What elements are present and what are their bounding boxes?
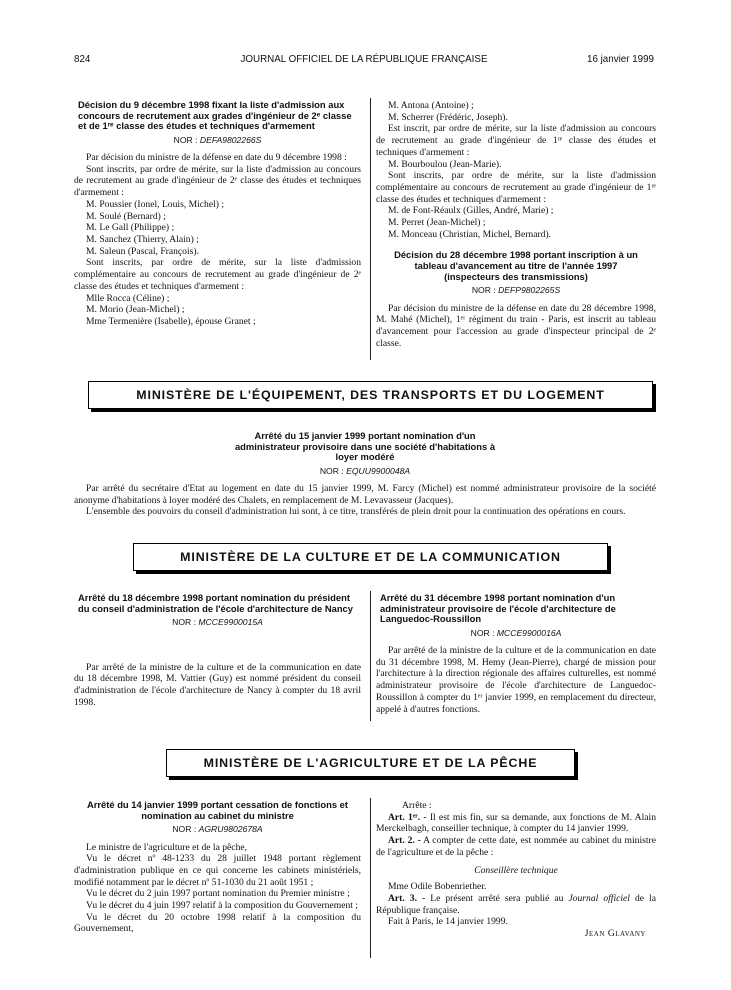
list-item: M. de Font-Réaulx (Gilles, André, Marie) ; <box>388 205 554 217</box>
arrete-1-para1: Par arrêté du secrétaire d'Etat au logement en date du 15 janvier 1999, M. Farcy (Michel) est nommé administrateur provisoire de la société anonyme d'habitations à loyer modéré des Chalets, en remplacement de M. Levavasseur (Jacques). <box>74 483 656 506</box>
list-item: Mlle Rocca (Céline) ; <box>86 292 170 304</box>
arrete-2-nor: NOR : MCCE9900015A <box>172 617 263 628</box>
list-item: M. Le Gall (Philippe) ; <box>86 222 175 234</box>
ministry-heading-culture: MINISTÈRE DE LA CULTURE ET DE LA COMMUNICATION <box>133 543 608 571</box>
column-divider <box>370 98 371 360</box>
decision-1-para5: Sont inscrits, par ordre de mérite, sur la liste d'admission complémentaire au concours de recrutement au grade d'ingénieur de 1ʳᵉ classe des études et techniques d'armement : <box>376 170 656 205</box>
list-item: M. Morio (Jean-Michel) ; <box>86 304 185 316</box>
arrete-4-nor: NOR : AGRU9802678A <box>172 824 263 835</box>
decision-2-nor: NOR : DEFP9802265S <box>471 285 561 296</box>
arrete-1 <box>74 431 656 518</box>
signature: Jean Glavany <box>584 928 646 940</box>
arrete-1-nor: NOR : EQUU9900048A <box>319 465 411 476</box>
list-item: Mme Termenière (Isabelle), épouse Granet ; <box>86 315 256 327</box>
ministry-heading-equipement: MINISTÈRE DE L'ÉQUIPEMENT, DES TRANSPORTS ET DU LOGEMENT <box>88 381 653 409</box>
arrete-4-title: Arrêté du 14 janvier 1999 portant cessation de fonctions et nomination au cabinet du ministre <box>86 799 349 821</box>
decision-2-title: Décision du 28 décembre 1998 portant inscription à un tableau d'avancement au titre de l'année 1997 (inspecteurs des transmissions) <box>394 249 638 282</box>
article-3-label: Art. 3. - <box>388 892 426 904</box>
visa: Vu le décret du 4 juin 1997 relatif à la composition du Gouvernement ; <box>86 900 358 912</box>
ministry-heading-agriculture: MINISTÈRE DE L'AGRICULTURE ET DE LA PÊCHE <box>166 749 575 777</box>
arrete-4 <box>74 800 361 935</box>
decision-1-para4: Est inscrit, par ordre de mérite, sur la liste d'admission au concours de recrutement au grade d'ingénieur de 1ʳᵉ classe des études et techniques d'armement : <box>376 123 656 158</box>
visa: Le ministre de l'agriculture et de la pêche, <box>86 841 248 853</box>
arrete-1-title: Arrêté du 15 janvier 1999 portant nomination d'un administrateur provisoire dans une société d'habitations à loyer modéré <box>234 430 496 463</box>
list-item: M. Scherrer (Frédéric, Joseph). <box>388 111 508 123</box>
article-2-label: Art. 2. - <box>388 835 421 847</box>
list-item: M. Soulé (Bernard) ; <box>86 210 166 222</box>
decision-2-body: Par décision du ministre de la défense en date du 28 décembre 1998, M. Mahé (Michel), 1ᵉʳ régiment du train - Paris, est inscrit au tableau d'avancement pour l'accession au grade d'inspecteur principal de 2ᵉ classe. <box>376 302 656 349</box>
list-item: M. Poussier (Ionel, Louis, Michel) ; <box>86 198 225 210</box>
article-3: Art. 3. - Le présent arrêté sera publié au Journal officiel de la République française. <box>376 892 656 916</box>
list-item: M. Bourboulou (Jean-Marie). <box>388 158 502 170</box>
visa: Vu le décret du 2 juin 1997 portant nomination du Premier ministre ; <box>86 888 350 900</box>
appointee: Mme Odile Bobenriether. <box>388 881 487 893</box>
article-1-label: Art. 1ᵉʳ. - <box>388 811 427 823</box>
decision-1-para3: Sont inscrits, par ordre de mérite, sur la liste d'admission complémentaire au concours de recrutement au grade d'ingénieur de 2ᵉ classe des études et techniques d'armement : <box>74 257 361 292</box>
list-item: M. Perret (Jean-Michel) ; <box>388 217 486 229</box>
list-item: M. Sanchez (Thierry, Alain) ; <box>86 234 199 245</box>
article-1: Art. 1ᵉʳ. - Il est mis fin, sur sa demande, aux fonctions de M. Alain Merckelbagh, conseiller technique, à compter du 14 janvier 1999. <box>376 811 656 835</box>
place-date: Fait à Paris, le 14 janvier 1999. <box>388 916 508 928</box>
arrete-label: Arrête : <box>402 800 432 811</box>
arrete-2-body: Par arrêté de la ministre de la culture et de la communication en date du 18 décembre 1998, M. Vattier (Guy) est nommé président du conseil d'administration de l'école d'architecture de Nancy à compter du 18 avril 1998. <box>74 661 361 708</box>
arrete-2-title: Arrêté du 18 décembre 1998 portant nomination du président du conseil d'administration de l'école d'architecture de Nancy <box>78 592 353 614</box>
list-item: M. Saleun (Pascal, François). <box>86 245 199 257</box>
arrete-3-title: Arrêté du 31 décembre 1998 portant nomination d'un administrateur provisoire de l'école d'architecture de Languedoc-Roussillon <box>380 592 616 625</box>
arrete-1-para2: L'ensemble des pouvoirs du conseil d'administration lui sont, à ce titre, transférés de plein droit pour la continuation des opérations en cours. <box>86 506 626 518</box>
decision-1-para2: Sont inscrits, par ordre de mérite, sur la liste d'admission au concours de recrutement au grade d'ingénieur de 2ᵉ classe des études et techniques d'armement : <box>74 163 361 199</box>
journal-title: JOURNAL OFFICIEL DE LA RÉPUBLIQUE FRANÇAISE <box>240 54 488 65</box>
arrete-3-nor: NOR : MCCE9900016A <box>470 627 562 638</box>
decision-1-intro: Par décision du ministre de la défense en date du 9 décembre 1998 : <box>86 152 347 164</box>
issue-date: 16 janvier 1999 <box>587 54 654 65</box>
arrete-3 <box>376 593 656 715</box>
visa: Vu le décret nº 48-1233 du 28 juillet 1948 portant règlement d'administration publique en ce qui concerne les cabinets ministériels, modifié notamment par le décret nº 51-1030 du 21 août 1951 ; <box>74 853 361 888</box>
decision-1-title: Décision du 9 décembre 1998 fixant la liste d'admission aux concours de recrutement aux grades d'ingénieur de 2ᵉ classe et de 1ʳᵉ classe des études et techniques d'armement <box>78 99 352 132</box>
decision-1-nor: NOR : DEFA9802266S <box>173 134 262 145</box>
decision-1-continued <box>376 100 656 349</box>
arrete-3-body: Par arrêté de la ministre de la culture et de la communication en date du 31 décembre 1998, M. Hemy (Jean-Pierre), chargé de mission pour l'architecture à la direction régionale des affaires culturelles, est nommé administrateur provisoire de l'école d'architecture de Languedoc-Roussillon à compter du 1ᵉʳ janvier 1999, en remplacement du directeur, appelé à d'autres fonctions. <box>376 645 656 715</box>
list-item: M. Antona (Antoine) ; <box>388 100 474 111</box>
column-divider <box>370 798 371 958</box>
arrete-4-continued <box>376 800 656 940</box>
role-title: Conseillère technique <box>474 864 558 876</box>
arrete-2 <box>74 593 361 708</box>
column-divider <box>370 591 371 721</box>
page-number: 824 <box>74 54 91 65</box>
decision-1 <box>74 100 361 328</box>
list-item: M. Monceau (Christian, Michel, Bernard). <box>388 228 552 240</box>
article-2: Art. 2. - A compter de cette date, est nommée au cabinet du ministre de l'agriculture et de la pêche : <box>376 835 656 858</box>
visa: Vu le décret du 20 octobre 1998 relatif à la composition du Gouvernement, <box>74 911 361 935</box>
